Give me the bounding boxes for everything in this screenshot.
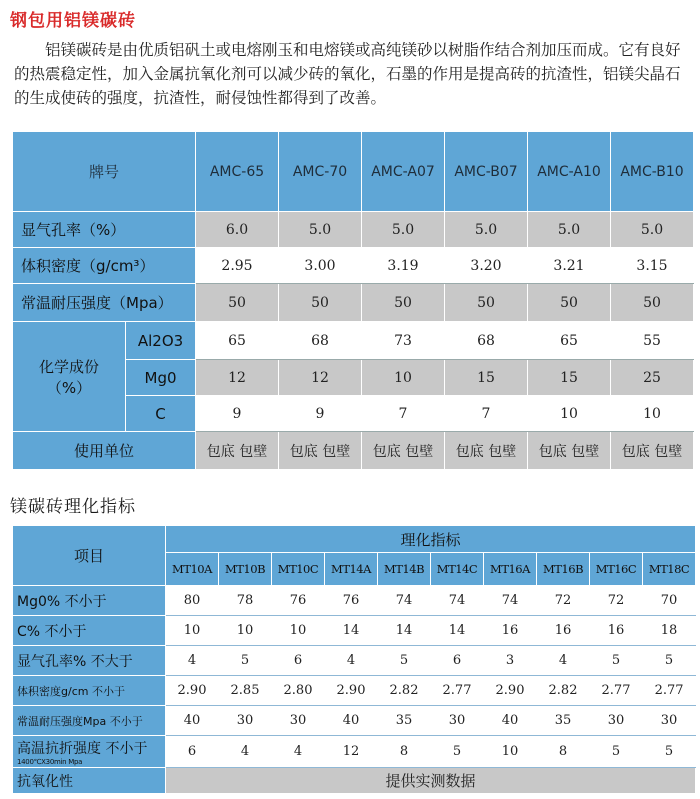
table-cell: 15 — [445, 360, 528, 396]
table-cell: 74 — [431, 586, 484, 616]
table-cell: 包底 包壁 — [279, 432, 362, 470]
table-cell: 30 — [643, 706, 696, 736]
mgo-label: Mg0% 不小于 — [13, 586, 166, 616]
section-title-alumag: 钢包用铝镁碳砖 — [10, 11, 136, 31]
table-row — [13, 736, 696, 768]
table-cell: 4 — [219, 736, 272, 768]
table-cell: 30 — [219, 706, 272, 736]
table-cell: 40 — [325, 706, 378, 736]
porosity-label: 显气孔率（%） — [13, 212, 196, 248]
table-cell: 5 — [431, 736, 484, 768]
table-cell: 5 — [643, 736, 696, 768]
table-cell: 5.0 — [362, 212, 445, 248]
table-cell: 12 — [196, 360, 279, 396]
table-cell: 30 — [272, 706, 325, 736]
table-cell: 40 — [166, 706, 219, 736]
table-cell: 5 — [219, 646, 272, 676]
table-row — [13, 526, 696, 553]
table-cell: 10 — [272, 616, 325, 646]
table-cell: 3.21 — [528, 248, 611, 284]
table-cell: 包底 包壁 — [196, 432, 279, 470]
mgo-label: Mg0 — [126, 360, 196, 396]
intro-paragraph: 铝镁碳砖是由优质铝矾土或电熔刚玉和电熔镁或高纯镁砂以树脂作结合剂加压而成。它有良好的热震稳定性，加入金属抗氧化剂可以减少砖的氧化，石墨的作用是提高砖的抗渣性，铝镁尖晶石的生成使砖的强度，抗渣性，耐侵蚀性都得到了改善。 — [14, 41, 681, 107]
table-cell: 18 — [643, 616, 696, 646]
strength-label: 常温耐压强度Mpa 不小于 — [13, 706, 166, 736]
table-row — [13, 616, 696, 646]
grade-header: MT16B — [537, 553, 590, 586]
density-label: 体积密度（g/cm³） — [13, 248, 196, 284]
table-row — [13, 676, 696, 706]
table-cell: 8 — [378, 736, 431, 768]
c-label: C% 不小于 — [13, 616, 166, 646]
table-cell: 8 — [537, 736, 590, 768]
table-cell: 2.77 — [643, 676, 696, 706]
table-cell: 30 — [590, 706, 643, 736]
table-row — [13, 646, 696, 676]
magcarbon-spec-table — [12, 525, 696, 794]
grade-header: MT10C — [272, 553, 325, 586]
chem-label-line2: （%） — [46, 378, 92, 397]
table-cell: 2.77 — [431, 676, 484, 706]
table-cell: 30 — [431, 706, 484, 736]
table-cell: 2.95 — [196, 248, 279, 284]
table-cell: 6.0 — [196, 212, 279, 248]
grade-header: MT16C — [590, 553, 643, 586]
table-cell: 4 — [537, 646, 590, 676]
grade-header: AMC-A07 — [362, 132, 445, 212]
section-title-magcarbon: 镁碳砖理化指标 — [10, 497, 136, 517]
grade-header: MT16A — [484, 553, 537, 586]
table-cell: 2.90 — [484, 676, 537, 706]
table-cell: 10 — [362, 360, 445, 396]
table-cell: 包底 包壁 — [611, 432, 694, 470]
table-cell: 5.0 — [445, 212, 528, 248]
table-cell: 16 — [590, 616, 643, 646]
table-cell: 50 — [445, 284, 528, 322]
table-cell: 50 — [196, 284, 279, 322]
table-cell: 4 — [166, 646, 219, 676]
table-cell: 16 — [484, 616, 537, 646]
table-cell: 50 — [362, 284, 445, 322]
table-cell: 78 — [219, 586, 272, 616]
table-cell: 2.82 — [378, 676, 431, 706]
table-cell: 9 — [279, 396, 362, 432]
grade-header: AMC-B10 — [611, 132, 694, 212]
table-cell: 5.0 — [528, 212, 611, 248]
grade-header: MT14C — [431, 553, 484, 586]
table-cell: 14 — [378, 616, 431, 646]
table-cell: 70 — [643, 586, 696, 616]
table-cell: 10 — [484, 736, 537, 768]
table-cell: 5 — [590, 646, 643, 676]
table-cell: 5.0 — [611, 212, 694, 248]
table-cell: 9 — [196, 396, 279, 432]
table-row — [13, 768, 696, 794]
table-cell: 74 — [484, 586, 537, 616]
table-cell: 5 — [590, 736, 643, 768]
table-row — [13, 322, 694, 360]
item-header: 项目 — [13, 526, 166, 586]
table-cell: 73 — [362, 322, 445, 360]
table-cell: 包底 包壁 — [528, 432, 611, 470]
table-cell: 68 — [445, 322, 528, 360]
table-cell: 74 — [378, 586, 431, 616]
table-cell: 12 — [325, 736, 378, 768]
hot-strength-label — [13, 736, 166, 768]
porosity-label: 显气孔率% 不大于 — [13, 646, 166, 676]
table-cell: 10 — [219, 616, 272, 646]
table-cell: 65 — [528, 322, 611, 360]
density-label: 体积密度g/cm 不小于 — [13, 676, 166, 706]
usage-label: 使用单位 — [13, 432, 196, 470]
table-cell: 3.20 — [445, 248, 528, 284]
table-cell: 50 — [279, 284, 362, 322]
table-cell: 包底 包壁 — [362, 432, 445, 470]
table-cell: 包底 包壁 — [445, 432, 528, 470]
strength-label: 常温耐压强度（Mpa） — [13, 284, 196, 322]
table-cell: 25 — [611, 360, 694, 396]
hot-strength-main: 高温抗折强度 不小于 — [17, 740, 148, 757]
table-row — [13, 432, 694, 470]
table-row — [13, 132, 694, 212]
table-cell: 5 — [643, 646, 696, 676]
table-cell: 55 — [611, 322, 694, 360]
table-cell: 12 — [279, 360, 362, 396]
al2o3-label: Al2O3 — [126, 322, 196, 360]
grade-header: MT14B — [378, 553, 431, 586]
grade-header: MT10B — [219, 553, 272, 586]
table-row — [13, 248, 694, 284]
grade-header: AMC-70 — [279, 132, 362, 212]
grade-header: AMC-65 — [196, 132, 279, 212]
table-cell: 2.82 — [537, 676, 590, 706]
table-cell: 6 — [431, 646, 484, 676]
header-grade-label: 牌号 — [13, 132, 196, 212]
table-cell: 2.80 — [272, 676, 325, 706]
table-cell: 10 — [611, 396, 694, 432]
grade-header: AMC-B07 — [445, 132, 528, 212]
hot-strength-condition: 1400℃X30min Mpa — [17, 757, 83, 766]
table-cell: 80 — [166, 586, 219, 616]
table-cell: 3 — [484, 646, 537, 676]
grade-header: MT14A — [325, 553, 378, 586]
chem-label-line1: 化学成份 — [38, 357, 99, 376]
table-cell: 3.15 — [611, 248, 694, 284]
table-cell: 3.00 — [279, 248, 362, 284]
table-cell: 4 — [325, 646, 378, 676]
table-cell: 7 — [362, 396, 445, 432]
table-cell: 50 — [611, 284, 694, 322]
table-cell: 72 — [537, 586, 590, 616]
index-header: 理化指标 — [166, 526, 696, 553]
table-cell: 4 — [272, 736, 325, 768]
table-cell: 68 — [279, 322, 362, 360]
table-row — [13, 586, 696, 616]
table-cell: 35 — [378, 706, 431, 736]
table-cell: 72 — [590, 586, 643, 616]
table-cell: 14 — [431, 616, 484, 646]
table-cell: 2.77 — [590, 676, 643, 706]
grade-header: AMC-A10 — [528, 132, 611, 212]
table-cell: 65 — [196, 322, 279, 360]
table-cell: 10 — [166, 616, 219, 646]
table-cell: 76 — [325, 586, 378, 616]
table-cell: 6 — [272, 646, 325, 676]
table-row — [13, 706, 696, 736]
table-cell: 35 — [537, 706, 590, 736]
table-cell: 2.90 — [325, 676, 378, 706]
table-row — [13, 212, 694, 248]
table-row — [13, 284, 694, 322]
table-cell: 15 — [528, 360, 611, 396]
table-cell: 5 — [378, 646, 431, 676]
table-cell: 14 — [325, 616, 378, 646]
table-cell: 10 — [528, 396, 611, 432]
table-cell: 2.85 — [219, 676, 272, 706]
chem-composition-label — [13, 322, 126, 432]
table-cell: 3.19 — [362, 248, 445, 284]
alumag-spec-table — [12, 131, 694, 470]
table-cell: 76 — [272, 586, 325, 616]
oxidation-value: 提供实测数据 — [166, 768, 696, 794]
table-cell: 7 — [445, 396, 528, 432]
oxidation-label: 抗氧化性 — [13, 768, 166, 794]
table-cell: 5.0 — [279, 212, 362, 248]
table-cell: 40 — [484, 706, 537, 736]
table-cell: 16 — [537, 616, 590, 646]
table-cell: 6 — [166, 736, 219, 768]
grade-header: MT18C — [643, 553, 696, 586]
grade-header: MT10A — [166, 553, 219, 586]
c-label: C — [126, 396, 196, 432]
table-cell: 2.90 — [166, 676, 219, 706]
table-cell: 50 — [528, 284, 611, 322]
